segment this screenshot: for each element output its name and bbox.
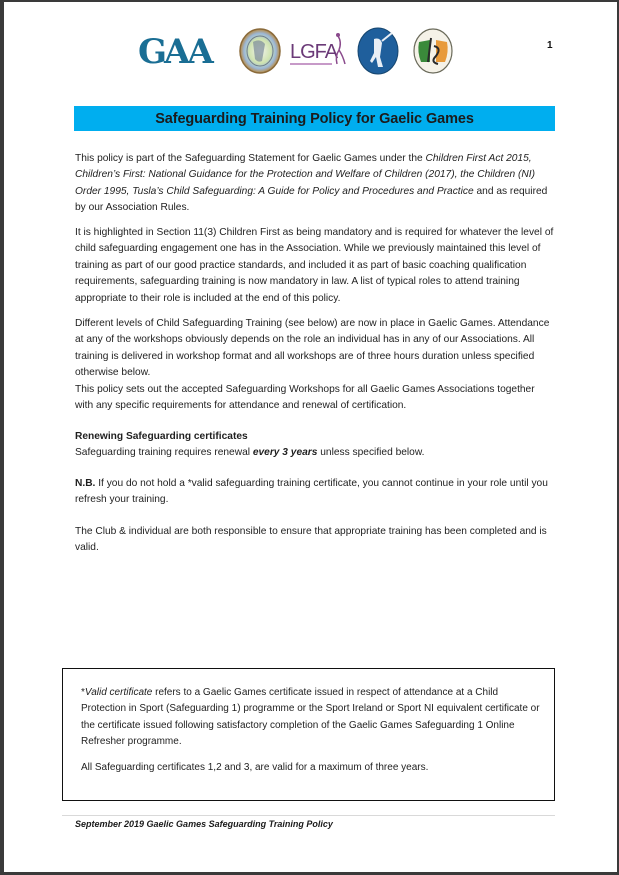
svg-text:GAA: GAA <box>138 32 211 68</box>
legislation-citation: Children First Act 2015, Children’s First: National Guidance for the Protection and Welfare of Children (2017), the Children (NI) Order 1995, Tusla’s Child Safeguarding: A Guide for Policy and Procedures and Practice <box>75 153 535 197</box>
intro-text-end: and as required by our Association Rules. <box>75 185 548 214</box>
certificate-validity-text: All Safeguarding certificates 1,2 and 3, are valid for a maximum of three years. <box>81 761 429 773</box>
svg-text:LGFA: LGFA <box>290 41 338 63</box>
training-levels-paragraph <box>75 316 555 414</box>
renewal-text-end: unless specified below. <box>317 447 425 459</box>
valid-certificate-definition: refers to a Gaelic Games certificate issued in respect of attendance at a Child Protection in Sport (Safeguarding 1) programme or the Sport Ireland or Sport NI equivalent certificate or the certificate issued following satisfactory completion of the Gaelic Games Safeguarding 1 Online Refresher programme. <box>81 687 540 748</box>
renewal-section <box>75 429 555 462</box>
lgfa-logo-icon <box>290 30 350 74</box>
page-number: 1 <box>547 40 553 51</box>
rounders-crest-icon <box>356 27 400 75</box>
responsibility-paragraph <box>75 524 555 557</box>
renewal-heading: Renewing Safeguarding certificates <box>75 431 248 442</box>
policy-scope-text: This policy sets out the accepted Safeguarding Workshops for all Gaelic Games Associations together with any specific requirements for attendance and renewal of certification. <box>75 383 535 412</box>
responsibility-text: The Club & individual are both responsible to ensure that appropriate training has been completed and is valid. <box>75 526 547 554</box>
intro-paragraph <box>75 151 555 217</box>
intro-text: This policy is part of the Safeguarding Statement for Gaelic Games under the <box>75 153 426 164</box>
nb-note <box>75 476 555 509</box>
camogie-crest-icon <box>238 28 282 74</box>
footer-divider <box>62 815 555 816</box>
page-title: Safeguarding Training Policy for Gaelic Games <box>155 110 474 127</box>
renewal-text: Safeguarding training requires renewal <box>75 447 253 459</box>
training-levels-text: Different levels of Child Safeguarding Training (see below) are now in place in Gaelic Games. Attendance at any of the workshops obviously depends on the role an individual has in any of our Associations. All training is delivered in workshop format and all workshops are of three hours duration unless specified otherwise below. <box>75 318 550 379</box>
asterisk: * <box>81 687 85 698</box>
handball-crest-icon <box>412 28 454 74</box>
valid-certificate-term: Valid certificate <box>84 687 153 698</box>
valid-certificate-box <box>62 668 555 801</box>
logo-strip <box>138 26 458 76</box>
nb-label: N.B. <box>75 478 96 489</box>
mandatory-text: It is highlighted in Section 11(3) Children First as being mandatory and is required for whatever the level of child safeguarding engagement one has in the Association. While we previously maintained this level of training as part of our good practice standards, and included it as part of basic coaching qualification requirements, safeguarding training is now mandatory in law. A list of typical roles to attend training appropriate to their role is included at the end of this policy. <box>75 227 554 304</box>
document-page <box>4 2 617 872</box>
gaa-logo-icon <box>138 32 220 68</box>
title-banner <box>74 106 555 131</box>
page-footer: September 2019 Gaelic Games Safeguarding Training Policy <box>75 819 333 829</box>
mandatory-paragraph <box>75 225 555 307</box>
renewal-period: every 3 years <box>252 447 318 459</box>
nb-text: If you do not hold a *valid safeguarding training certificate, you cannot continue in your role until you refresh your training. <box>75 478 548 506</box>
